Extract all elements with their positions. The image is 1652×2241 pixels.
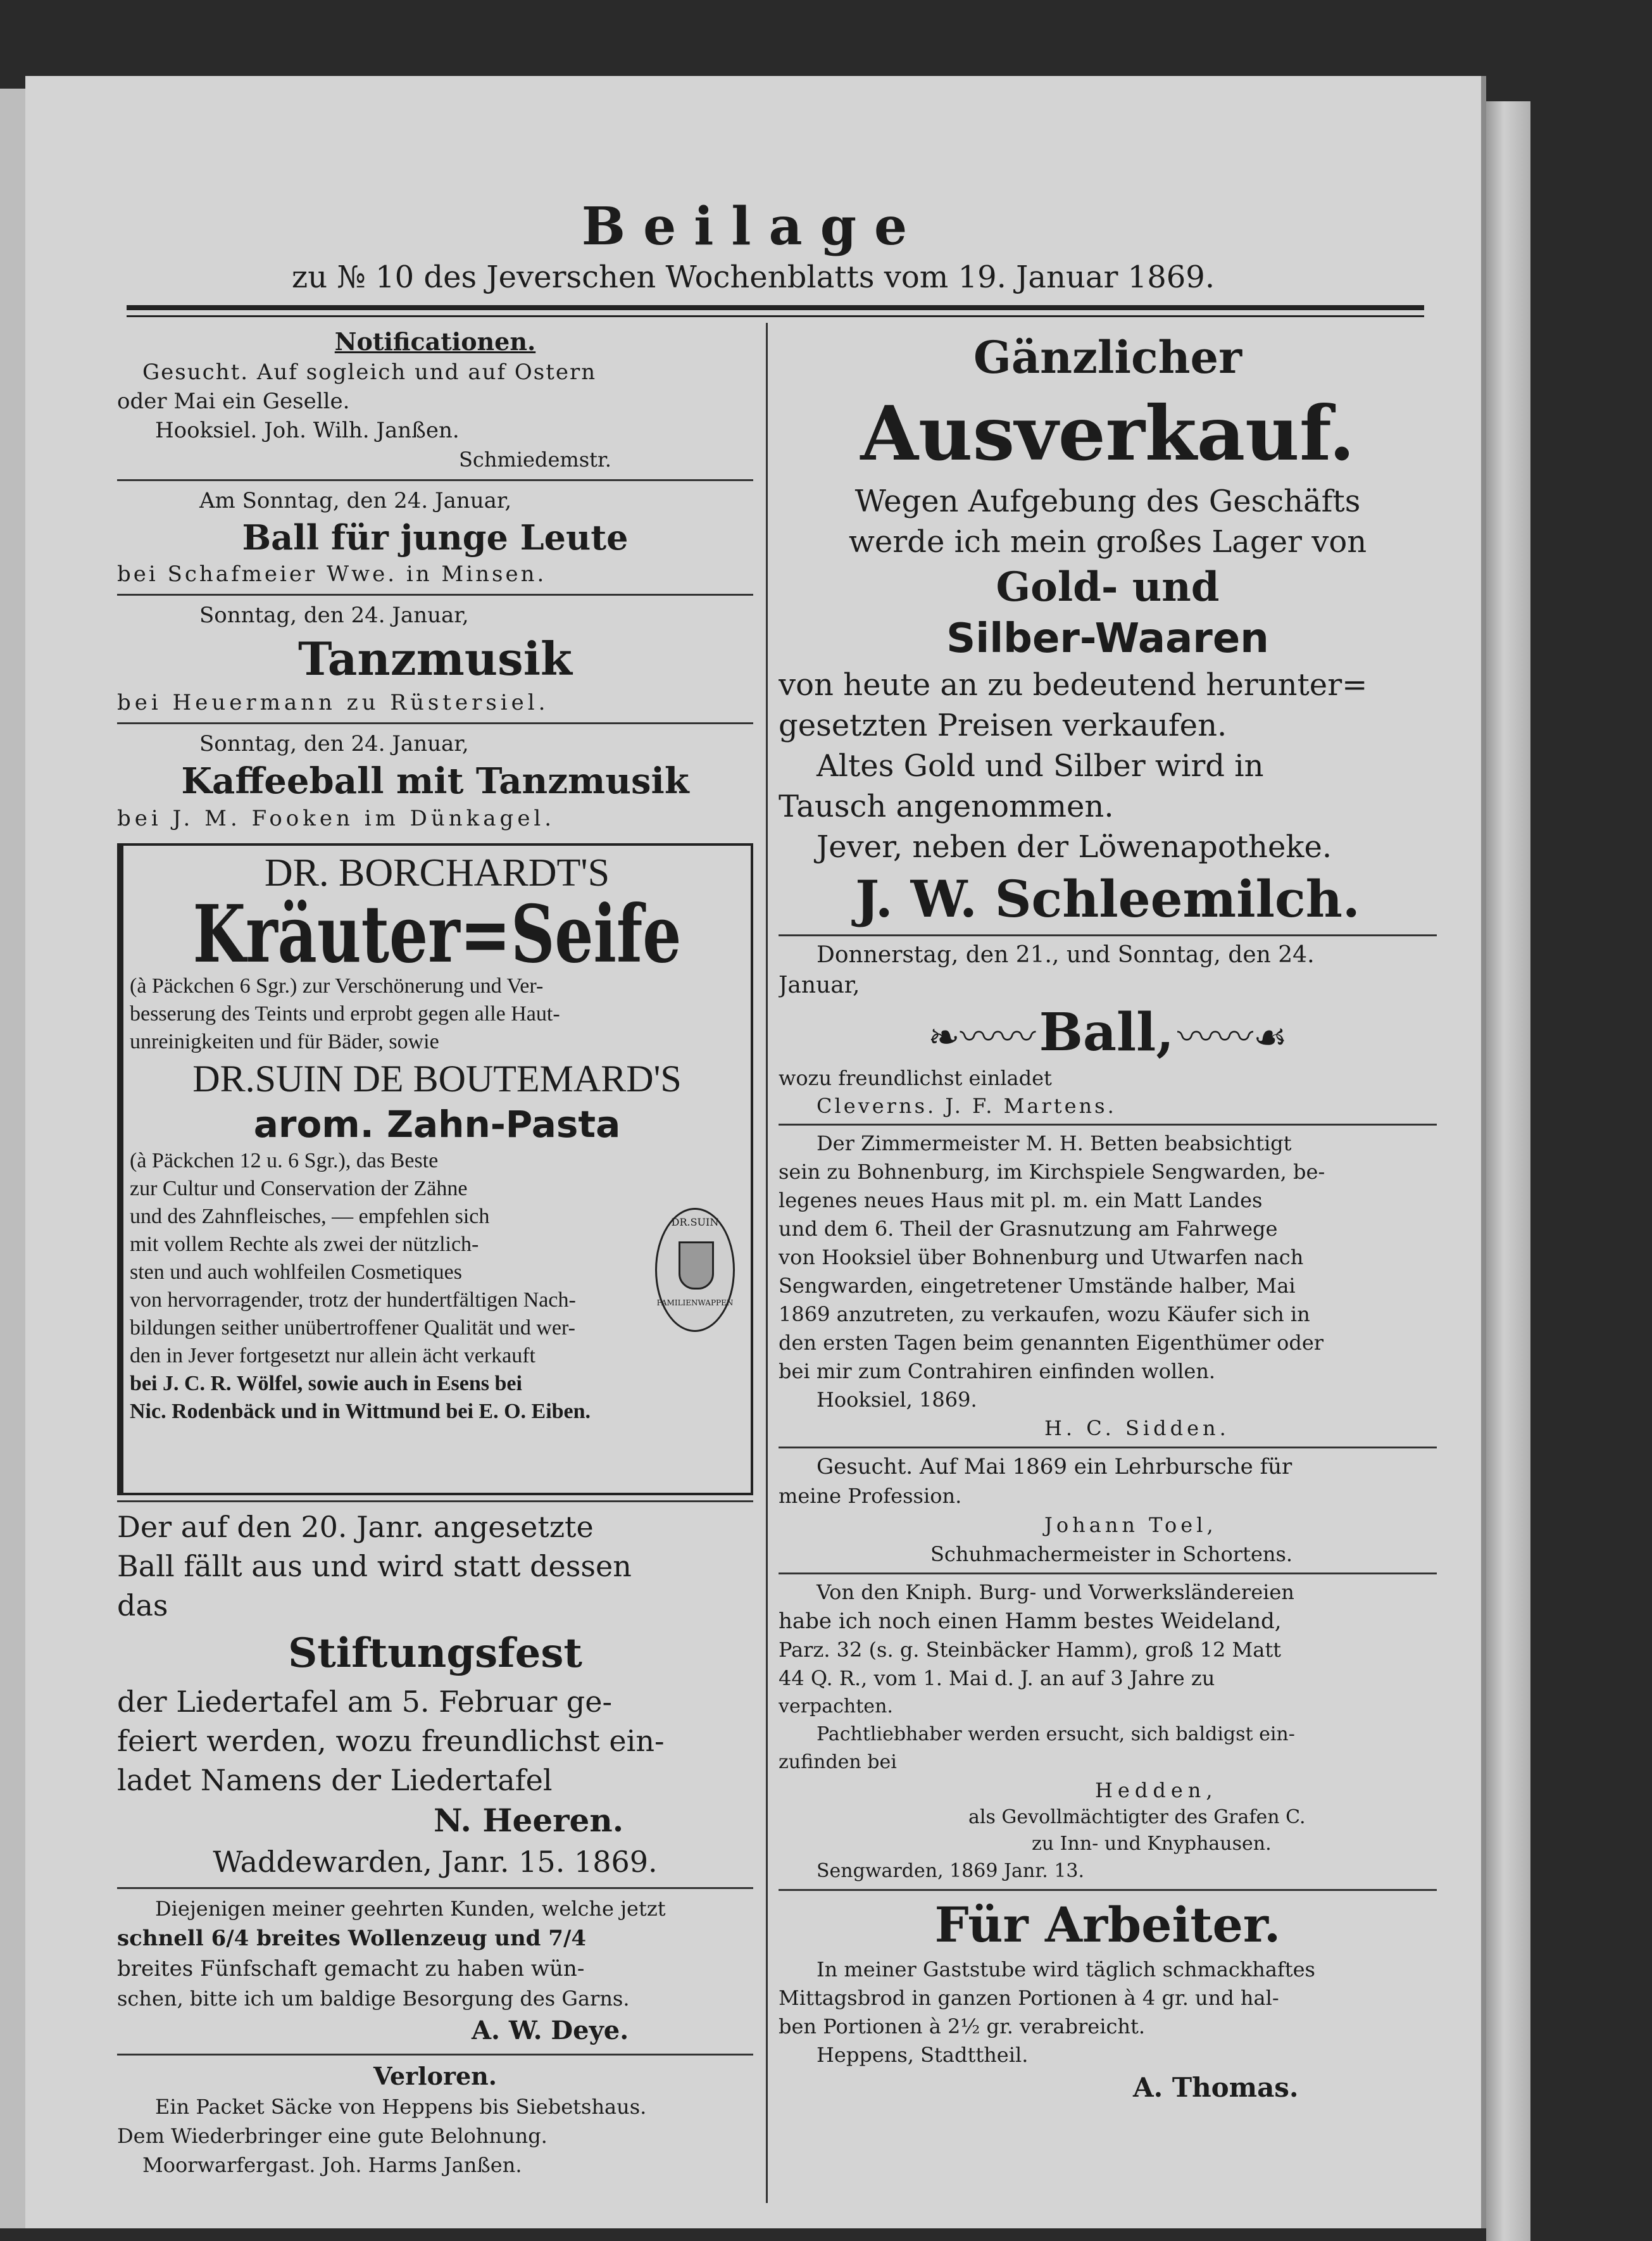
seife-text: Nic. Rodenbäck und in Wittmund bei E. O. Eiben.	[130, 1400, 591, 1423]
book-edge	[1486, 101, 1530, 2241]
right-column	[779, 329, 1437, 2106]
ges-text: meine Profession.	[779, 1484, 962, 1508]
zim-text: Hooksiel, 1869.	[817, 1388, 977, 1412]
seife-text: sten und auch wohlfeilen Cosmetiques	[130, 1260, 463, 1284]
fest-signature: N. Heeren.	[434, 1802, 624, 1839]
ges-signature: Schuhmachermeister in Schortens.	[930, 1542, 1293, 1566]
paste-product: arom. Zahn-Pasta	[253, 1103, 621, 1146]
column-divider	[766, 323, 768, 2203]
arb-signature: A. Thomas.	[1133, 2072, 1299, 2103]
page-title: Beilage	[581, 196, 925, 257]
ad-venue: bei Heuermann zu Rüstersiel.	[117, 690, 549, 715]
zim-text: bei mir zum Contrahiren einfinden wollen.	[779, 1359, 1216, 1383]
aus-signature: J. W. Schleemilch.	[855, 869, 1360, 929]
aus-text: von heute an zu bedeutend herunter=	[779, 667, 1368, 703]
arb-text: ben Portionen à 2½ gr. verabreicht.	[779, 2014, 1145, 2038]
kn-text: Parz. 32 (s. g. Steinbäcker Hamm), groß 12 Matt	[779, 1638, 1282, 1662]
kund-signature: A. W. Deye.	[472, 2016, 629, 2045]
ad-headline: Ball für junge Leute	[242, 517, 629, 558]
zim-text: Der Zimmermeister M. H. Betten beabsichtigt	[817, 1131, 1292, 1155]
kund-text: schnell 6/4 breites Wollenzeug und 7/4	[117, 1926, 587, 1951]
kn-place-date: Sengwarden, 1869 Janr. 13.	[817, 1860, 1085, 1882]
seife-ad-box	[117, 843, 753, 1495]
ges-text: Gesucht. Auf Mai 1869 ein Lehrbursche für	[817, 1454, 1292, 1479]
ges-signature: Johann Toel,	[1044, 1513, 1217, 1537]
seife-text: (à Päckchen 12 u. 6 Sgr.), das Beste	[130, 1149, 439, 1172]
fest-text: feiert werden, wozu freundlichst ein-	[117, 1724, 665, 1758]
arb-text: Heppens, Stadttheil.	[817, 2043, 1029, 2067]
seife-text: den in Jever fortgesetzt nur allein ächt verkauft	[130, 1344, 536, 1367]
seife-text: von hervorragender, trotz der hundertfältigen Nach-	[130, 1288, 576, 1312]
kn-signature: Hedden,	[1095, 1778, 1218, 1802]
ad-date: Sonntag, den 24. Januar,	[199, 603, 469, 628]
aus-text: werde ich mein großes Lager von	[848, 524, 1367, 560]
kund-text: breites Fünfschaft gemacht zu haben wün-	[117, 1956, 585, 1981]
ad-venue: bei Schafmeier Wwe. in Minsen.	[117, 562, 547, 587]
left-column	[117, 326, 753, 2180]
zim-text: legenes neues Haus mit pl. m. ein Matt Landes	[779, 1188, 1263, 1212]
seife-product: Kräuter=Seife	[192, 887, 682, 981]
verl-heading: Verloren.	[373, 2062, 497, 2090]
fest-text: das	[117, 1588, 168, 1623]
fest-headline: Stiftungsfest	[288, 1629, 582, 1677]
arb-text: In meiner Gaststube wird täglich schmackhaftes	[817, 1957, 1315, 1981]
aus-text: Jever, neben der Löwenapotheke.	[817, 829, 1332, 865]
kund-text: schen, bitte ich um baldige Besorgung des Garns.	[117, 1987, 630, 2011]
aus-text: gesetzten Preisen verkaufen.	[779, 708, 1227, 743]
ad-venue: bei J. M. Fooken im Dünkagel.	[117, 806, 556, 831]
gesucht-line: Gesucht. Auf sogleich und auf Ostern	[142, 360, 597, 385]
paste-brand: DR.SUIN DE BOUTEMARD'S	[192, 1058, 682, 1100]
verl-text: Moorwarfergast. Joh. Harms Janßen.	[142, 2153, 522, 2177]
divider	[117, 1887, 753, 1889]
kn-text: zufinden bei	[779, 1751, 897, 1773]
fest-text: Der auf den 20. Janr. angesetzte	[117, 1510, 594, 1544]
aus-silber: Silber-Waaren	[946, 615, 1269, 662]
seal-top-text: DR.SUIN	[671, 1216, 719, 1228]
gesucht-line: Schmiedemstr.	[459, 448, 611, 472]
kn-text: verpachten.	[779, 1695, 893, 1717]
gesucht-line: Hooksiel. Joh. Wilh. Janßen.	[155, 418, 460, 443]
gesucht-line: oder Mai ein Geselle.	[117, 389, 350, 414]
ad-headline: Tanzmusik	[298, 632, 572, 686]
seife-text: unreinigkeiten und für Bäder, sowie	[130, 1030, 439, 1053]
kn-signature: als Gevollmächtigter des Grafen C.	[968, 1806, 1306, 1828]
header-rule-thin	[127, 315, 1424, 317]
ad-date: Sonntag, den 24. Januar,	[199, 731, 469, 756]
ball-text: Cleverns. J. F. Martens.	[817, 1094, 1117, 1118]
fest-text: Ball fällt aus und wird statt dessen	[117, 1549, 632, 1583]
fest-text: ladet Namens der Liedertafel	[117, 1763, 553, 1797]
kn-text: habe ich noch einen Hamm bestes Weideland,	[779, 1609, 1282, 1634]
zim-text: 1869 anzutreten, zu verkaufen, wozu Käufer sich in	[779, 1302, 1310, 1326]
divider	[117, 594, 753, 596]
ad-date: Am Sonntag, den 24. Januar,	[199, 488, 512, 513]
ad-headline: Kaffeeball mit Tanzmusik	[181, 760, 689, 802]
zim-text: und dem 6. Theil der Grasnutzung am Fahrwege	[779, 1217, 1278, 1241]
newspaper-page	[25, 76, 1486, 2228]
seife-text: bei J. C. R. Wölfel, sowie auch in Esens bei	[130, 1372, 522, 1395]
aus-text: Tausch angenommen.	[779, 789, 1114, 824]
seife-text: bildungen seither unübertroffener Qualität und wer-	[130, 1316, 575, 1340]
ball-text: wozu freundlichst einladet	[779, 1066, 1052, 1090]
divider	[779, 1447, 1437, 1448]
kn-text: 44 Q. R., vom 1. Mai d. J. an auf 3 Jahre zu	[779, 1666, 1215, 1690]
crest-icon	[679, 1241, 714, 1290]
divider	[117, 2054, 753, 2056]
seife-text: zur Cultur und Conservation der Zähne	[130, 1177, 468, 1200]
seife-text: und des Zahnfleisches, — empfehlen sich	[130, 1205, 490, 1228]
ball-text: Januar,	[779, 972, 860, 998]
fest-text: der Liedertafel am 5. Februar ge-	[117, 1685, 613, 1719]
seife-text: besserung des Teints und erprobt gegen alle Haut-	[130, 1002, 560, 1026]
kund-text: Diejenigen meiner geehrten Kunden, welche jetzt	[155, 1897, 666, 1921]
seife-text: (à Päckchen 6 Sgr.) zur Verschönerung und Ver-	[130, 974, 544, 998]
zim-text: den ersten Tagen beim genannten Eigenthümer oder	[779, 1331, 1324, 1355]
divider	[779, 1889, 1437, 1891]
kn-signature: zu Inn- und Knyphausen.	[1032, 1833, 1272, 1855]
notif-heading: Notificationen.	[334, 327, 536, 356]
zim-signature: H. C. Sidden.	[1044, 1416, 1230, 1440]
flourish-left-icon: ❧〰〰	[928, 1015, 1036, 1060]
divider	[117, 1500, 753, 1502]
seal-bottom-text: FAMILIENWAPPEN	[656, 1298, 734, 1307]
header-rule	[127, 305, 1424, 310]
fest-place-date: Waddewarden, Janr. 15. 1869.	[213, 1845, 658, 1879]
zim-text: sein zu Bohnenburg, im Kirchspiele Sengwarden, be-	[779, 1160, 1325, 1184]
seife-text: mit vollem Rechte als zwei der nützlich-	[130, 1233, 479, 1256]
zim-text: Sengwarden, eingetretener Umstände halber, Mai	[779, 1274, 1296, 1298]
family-seal	[655, 1208, 735, 1332]
arb-text: Mittagsbrod in ganzen Portionen à 4 gr. und hal-	[779, 1986, 1279, 2010]
ball-headline-row	[779, 1001, 1437, 1064]
zim-text: von Hooksiel über Bohnenburg und Utwarfen nach	[779, 1245, 1304, 1269]
arb-headline: Für Arbeiter.	[934, 1897, 1281, 1953]
seife-brand: DR. BORCHARDT'S	[264, 851, 610, 895]
aus-heading-2: Ausverkauf.	[860, 389, 1355, 477]
ball-text: Donnerstag, den 21., und Sonntag, den 24.	[817, 942, 1315, 968]
aus-text: Wegen Aufgebung des Geschäfts	[854, 484, 1361, 519]
aus-heading-1: Gänzlicher	[973, 331, 1242, 384]
verl-text: Ein Packet Säcke von Heppens bis Siebetshaus.	[155, 2095, 647, 2119]
flourish-right-icon: 〰〰☙	[1177, 1015, 1287, 1060]
page-subtitle: zu № 10 des Jeverschen Wochenblatts vom 19. Januar 1869.	[291, 260, 1215, 295]
kn-text: Pachtliebhaber werden ersucht, sich baldigst ein-	[817, 1723, 1295, 1745]
verl-text: Dem Wiederbringer eine gute Belohnung.	[117, 2124, 548, 2148]
divider	[779, 1572, 1437, 1574]
divider	[117, 479, 753, 481]
divider	[779, 1124, 1437, 1126]
kn-text: Von den Kniph. Burg- und Vorwerksländereien	[817, 1580, 1294, 1604]
aus-gold: Gold- und	[996, 563, 1220, 611]
aus-text: Altes Gold und Silber wird in	[817, 748, 1264, 784]
divider	[779, 934, 1437, 936]
ball-headline: Ball,	[1039, 1002, 1174, 1063]
divider	[117, 722, 753, 724]
previous-page-edge	[0, 89, 25, 2228]
